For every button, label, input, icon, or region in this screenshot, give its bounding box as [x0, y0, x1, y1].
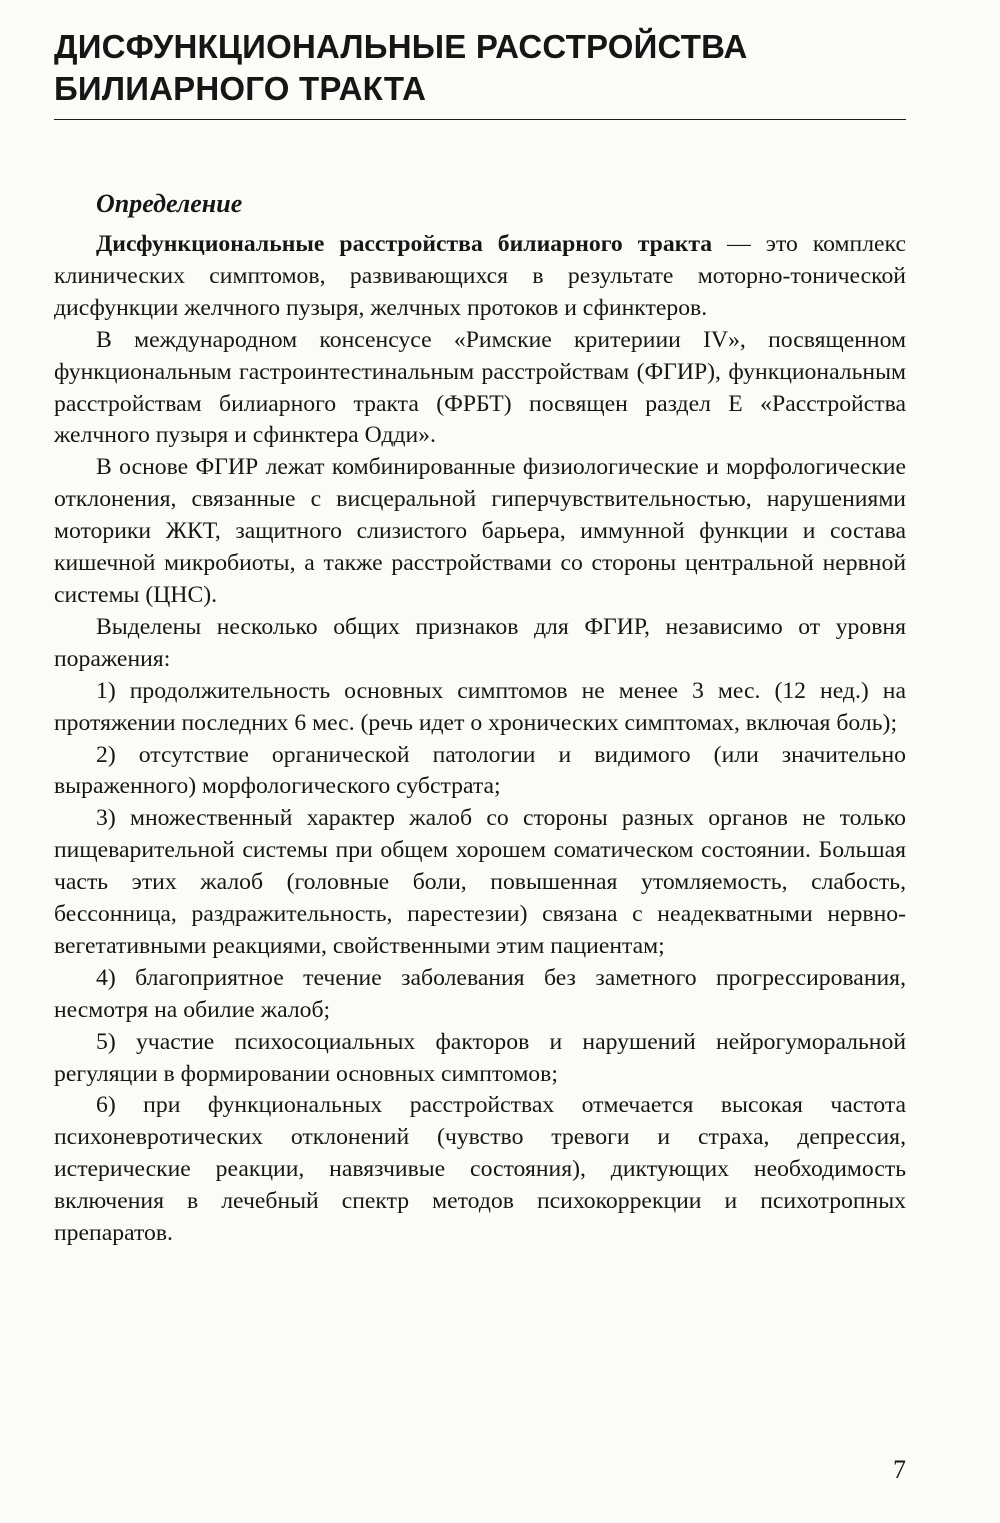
list-item: 5) участие психосоциальных факторов и нарушений нейрогуморальной регуляции в формировании основных симптомов; — [54, 1028, 906, 1087]
definition-paragraph — [54, 229, 906, 325]
body-text — [54, 229, 906, 1250]
chapter-title-line-1: ДИСФУНКЦИОНАЛЬНЫЕ РАССТРОЙСТВА — [54, 28, 748, 65]
section-heading: Определение — [96, 189, 243, 218]
page-number: 7 — [893, 1455, 906, 1484]
paragraph-consensus: В международном консенсусе «Римские критериии IV», посвященном функциональным гастроинтестинальным расстройствам (ФГИР), функциональным расстройствам билиарного тракта (ФРБТ) посвящен раздел Е «Расстройства желчного пузыря и сфинктера Одди». — [54, 326, 906, 449]
list-item: 2) отсутствие органической патологии и видимого (или значительно выраженного) морфологического субстрата; — [54, 741, 906, 800]
chapter-title — [54, 26, 906, 110]
page-content — [54, 26, 906, 1250]
list-item: 6) при функциональных расстройствах отмечается высокая частота психоневротических отклонений (чувство тревоги и страха, депрессия, истерические реакции, навязчивые состояния), диктующих необходимость включения в лечебный спектр методов психокоррекции и психотропных препаратов. — [54, 1092, 906, 1247]
paragraph-signs-intro: Выделены несколько общих признаков для ФГИР, независимо от уровня поражения: — [54, 613, 906, 672]
list-item: 3) множественный характер жалоб со стороны разных органов не только пищеварительной системы при общем хорошем соматическом состоянии. Большая часть этих жалоб (головные боли, повышенная утомляемость, слабость, бессонница, раздражительность, парестезии) связана с неадекватными нервно-вегетативными реакциями, свойственными этим пациентам; — [54, 805, 906, 959]
paragraph-basis: В основе ФГИР лежат комбинированные физиологические и морфологические отклонения, связанные с висцеральной гиперчувствительностью, нарушениями моторики ЖКТ, защитного слизистого барьера, иммунной функции и состава кишечной микробиоты, а также расстройствами со стороны центральной нервной системы (ЦНС). — [54, 454, 906, 608]
list-item: 4) благоприятное течение заболевания без заметного прогрессирования, несмотря на обилие жалоб; — [54, 964, 906, 1023]
definition-text: — это комплекс клинических симптомов, развивающихся в результате моторно-тонической дисфункции желчного пузыря, желчных протоков и сфинктеров. — [54, 231, 906, 321]
list-item: 1) продолжительность основных симптомов не менее 3 мес. (12 нед.) на протяжении последних 6 мес. (речь идет о хронических симптомах, включая боль); — [54, 677, 906, 736]
chapter-title-line-2: БИЛИАРНОГО ТРАКТА — [54, 70, 427, 107]
defined-term: Дисфункциональные расстройства билиарного тракта — [96, 231, 713, 257]
title-divider — [54, 119, 906, 120]
